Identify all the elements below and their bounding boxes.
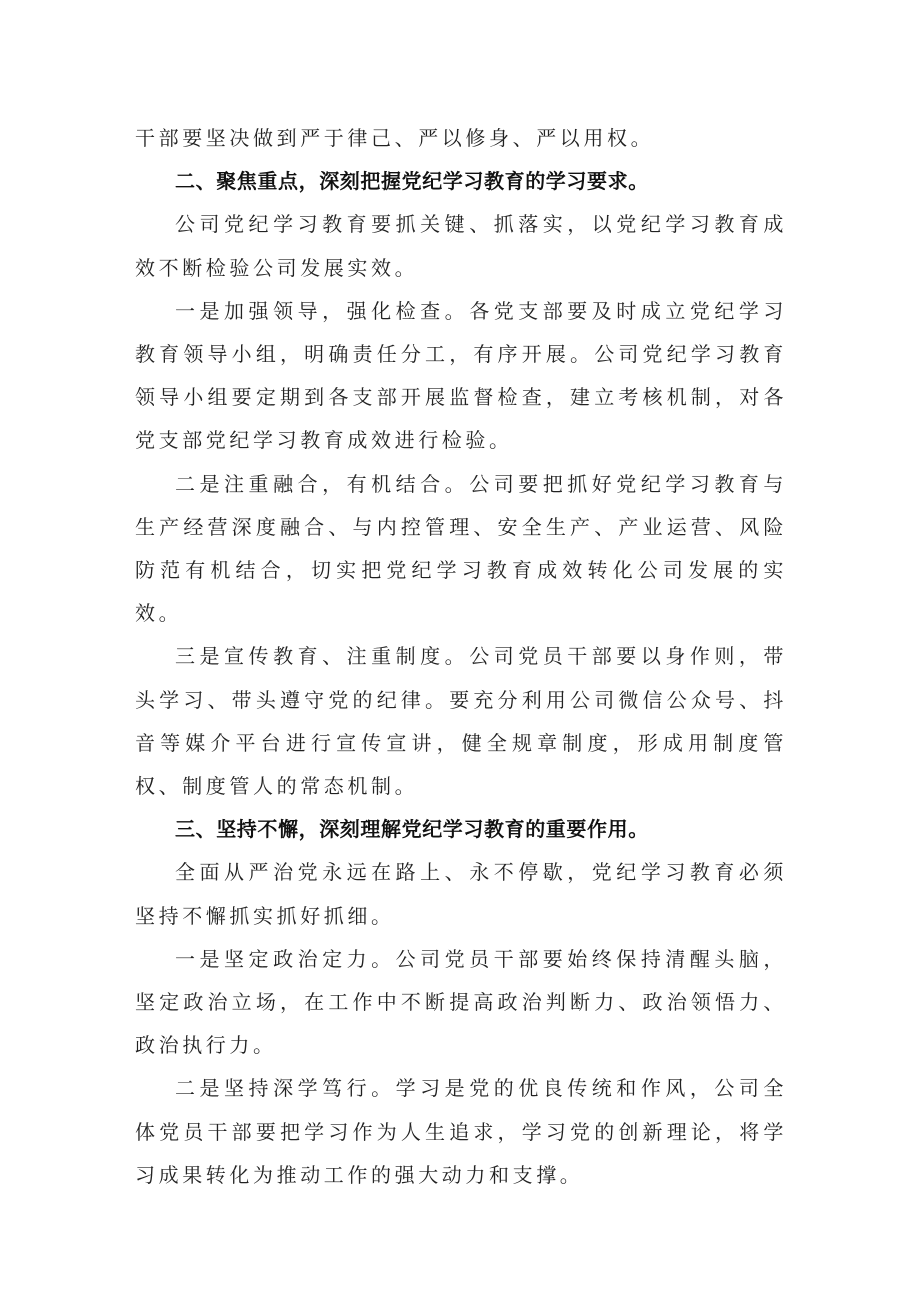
paragraph-point-3-2: 二是坚持深学笃行。学习是党的优良传统和作风，公司全体党员干部要把学习作为人生追求，学习党的创新理论，将学习成果转化为推动工作的强大动力和支撑。 [135, 1076, 787, 1187]
paragraph-point-3-1: 一是坚定政治定力。公司党员干部要始终保持清醒头脑，坚定政治立场，在工作中不断提高政治判断力、政治领悟力、政治执行力。 [135, 946, 787, 1058]
paragraph-point-2-1: 一是加强领导，强化检查。各党支部要及时成立党纪学习教育领导小组，明确责任分工，有序开展。公司党纪学习教育领导小组要定期到各支部开展监督检查，建立考核机制，对各党支部党纪学习教育成效进行检验。 [135, 298, 787, 453]
section-heading-3: 三、坚持不懈，深刻理解党纪学习教育的重要作用。 [175, 817, 649, 842]
document-body [135, 117, 787, 1197]
paragraph-point-2-2: 二是注重融合，有机结合。公司要把抓好党纪学习教育与生产经营深度融合、与内控管理、安全生产、产业运营、风险防范有机结合，切实把党纪学习教育成效转化公司发展的实效。 [135, 471, 787, 626]
paragraph-point-2-3: 三是宣传教育、注重制度。公司党员干部要以身作则，带头学习、带头遵守党的纪律。要充分利用公司微信公众号、抖音等媒介平台进行宣传宣讲，健全规章制度，形成用制度管权、制度管人的常态机制。 [135, 644, 787, 799]
paragraph-intro-2: 公司党纪学习教育要抓关键、抓落实，以党纪学习教育成效不断检验公司发展实效。 [135, 212, 787, 280]
paragraph-intro-3: 全面从严治党永远在路上、永不停歇，党纪学习教育必须坚持不懈抓实抓好抓细。 [135, 860, 787, 928]
section-heading-2: 二、聚焦重点，深刻把握党纪学习教育的学习要求。 [175, 169, 649, 194]
paragraph-continuation: 干部要坚决做到严于律己、严以修身、严以用权。 [135, 126, 655, 150]
